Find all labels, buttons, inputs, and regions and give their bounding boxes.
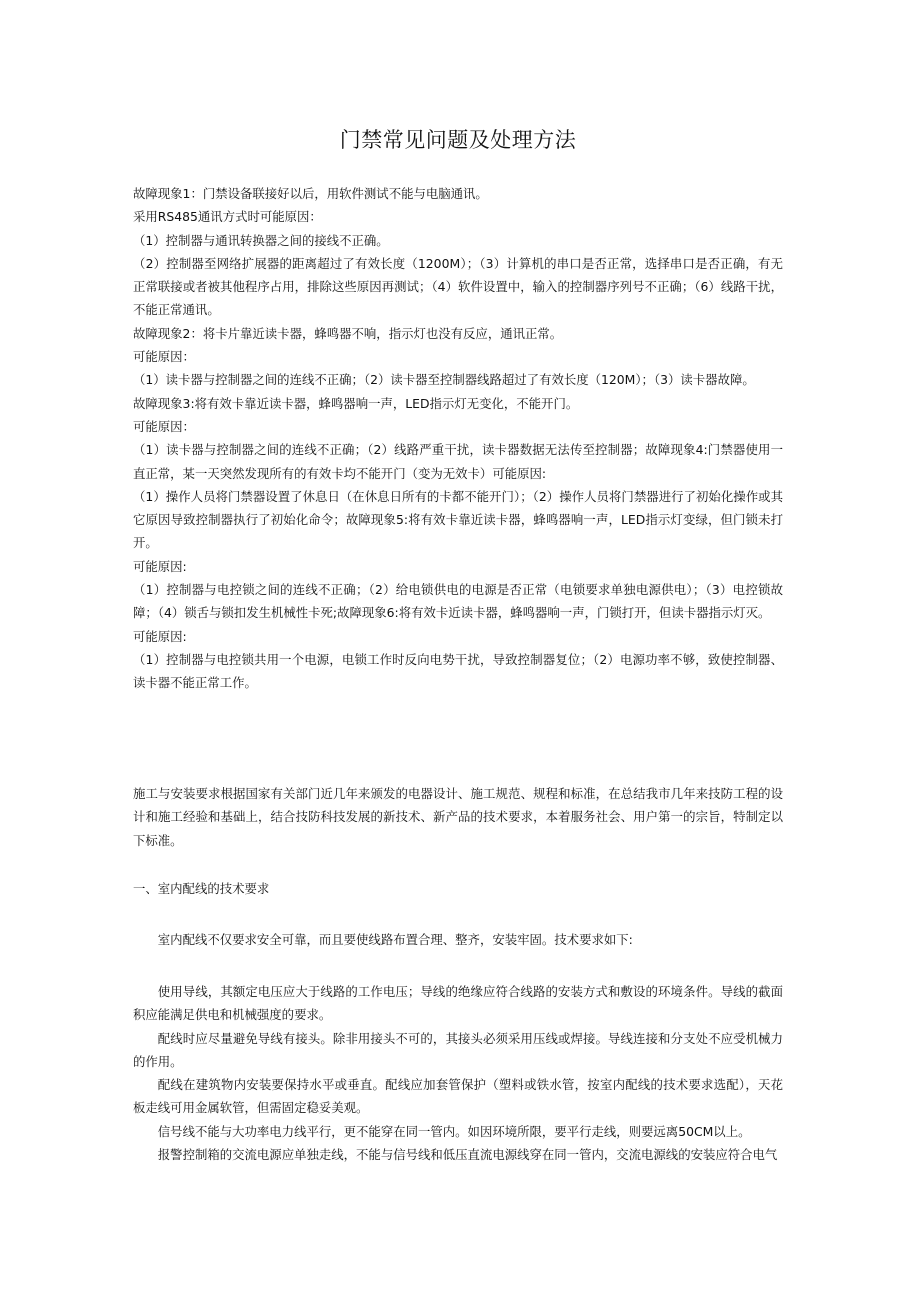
intro-paragraph	[133, 782, 783, 852]
requirement-item: 配线在建筑物内安装要保持水平或垂直。配线应加套管保护（塑料或铁水管，按室内配线的技术要求选配），天花板走线可用金属软管，但需固定稳妥美观。	[133, 1077, 783, 1116]
fault-3-causes: （1）读卡器与控制器之间的连线不正确；（2）线路严重干扰，读卡器数据无法传至控制器；故障现象4:门禁器使用一直正常，某一天突然发现所有的有效卡均不能开门（变为无效卡）可能原因:	[133, 442, 783, 481]
fault-5-cause-label: 可能原因:	[133, 558, 187, 574]
section-lead: 室内配线不仅要求安全可靠，而且要使线路布置合理、整齐，安装牢固。技术要求如下:	[157, 932, 633, 947]
fault-3-heading: 故障现象3:将有效卡靠近读卡器，蜂鸣器响一声，LED指示灯无变化，不能开门。	[133, 395, 579, 411]
wiring-requirements	[133, 980, 783, 1166]
page-title: 门禁常见问题及处理方法	[339, 128, 577, 152]
requirement-item: 报警控制箱的交流电源应单独走线，不能与信号线和低压直流电源线穿在同一管内，交流电源线的安装应符合电气	[157, 1147, 778, 1163]
fault-2-cause-label: 可能原因：	[133, 349, 195, 365]
fault-2-causes: （1）读卡器与控制器之间的连线不正确；（2）读卡器至控制器线路超过了有效长度（120M）；（3）读卡器故障。	[133, 372, 755, 388]
fault-1-cause-label: 采用RS485通讯方式时可能原因：	[133, 209, 322, 225]
requirement-item: 配线时应尽量避免导线有接头。除非用接头不可的，其接头必须采用压线或焊接。导线连接和分支处不应受机械力的作用。	[133, 1030, 783, 1069]
requirement-item: 使用导线，其额定电压应大于线路的工作电压；导线的绝缘应符合线路的安装方式和敷设的环境条件。导线的截面积应能满足供电和机械强度的要求。	[133, 984, 783, 1023]
requirement-item: 信号线不能与大功率电力线平行，更不能穿在同一管内。如因环境所限，要平行走线，则要远离50CM以上。	[157, 1123, 751, 1139]
fault-4-causes: （1）操作人员将门禁器设置了休息日（在休息日所有的卡都不能开门）；（2）操作人员将门禁器进行了初始化操作或其它原因导致控制器执行了初始化命令；故障现象5:将有效卡靠近读卡器，蜂鸣器响一声，LED指示灯变绿，但门锁未打开。	[133, 488, 783, 551]
fault-1-heading: 故障现象1：门禁设备联接好以后，用软件测试不能与电脑通讯。	[133, 186, 488, 201]
section-heading: 一、室内配线的技术要求	[133, 881, 270, 896]
fault-3-cause-label: 可能原因：	[133, 418, 195, 434]
fault-2-heading: 故障现象2：将卡片靠近读卡器，蜂鸣器不响，指示灯也没有反应，通讯正常。	[133, 325, 563, 341]
fault-1-cause-a: （1）控制器与通讯转换器之间的接线不正确。	[133, 232, 389, 248]
fault-6-cause-label: 可能原因:	[133, 628, 187, 644]
fault-section	[133, 182, 783, 695]
fault-6-causes: （1）控制器与电控锁共用一个电源，电锁工作时反向电势干扰，导致控制器复位；（2）电源功率不够，致使控制器、读卡器不能正常工作。	[133, 651, 783, 691]
intro-text: 施工与安装要求根据国家有关部门近几年来颁发的电器设计、施工规范、规程和标准，在总结我市几年来技防工程的设计和施工经验和基础上，结合技防科技发展的新技术、新产品的技术要求，本着服务社会、用户第一的宗旨，特制定以下标准。	[133, 786, 783, 848]
fault-1-cause-b: （2）控制器至网络扩展器的距离超过了有效长度（1200M）；（3）计算机的串口是否正常，选择串口是否正确，有无正常联接或者被其他程序占用，排除这些原因再测试；（4）软件设置中，输入的控制器序列号不正确；（6）线路干扰，不能正常通讯。	[133, 255, 783, 318]
fault-5-causes: （1）控制器与电控锁之间的连线不正确；（2）给电锁供电的电源是否正常（电锁要求单独电源供电）；（3）电控锁故障；（4）锁舌与锁扣发生机械性卡死;故障现象6:将有效卡近读卡器，蜂鸣器响一声，门锁打开，但读卡器指示灯灭。	[133, 582, 783, 621]
